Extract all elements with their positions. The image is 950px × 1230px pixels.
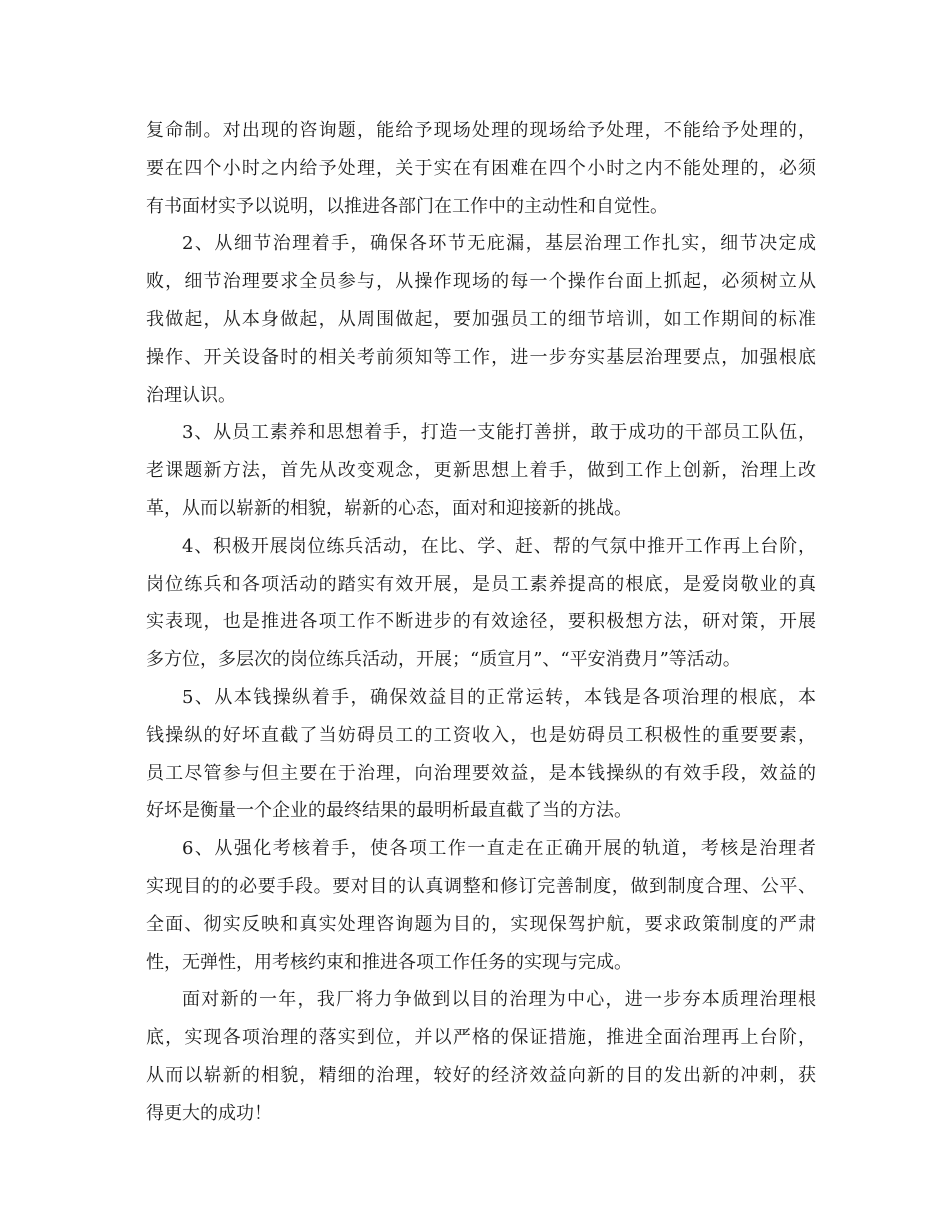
text-line: 有书面材实予以说明，以推进各部门在工作中的主动性和自觉性。 — [146, 195, 668, 217]
text-line: 3、从员工素养和思想着手，打造一支能打善拼，敢于成功的干部员工队伍， — [182, 422, 816, 444]
text-line: 面对新的一年，我厂将力争做到以目的治理为中心，进一步夯本质理治理根 — [182, 989, 816, 1011]
text-line: 钱操纵的好坏直截了当妨碍员工的工资收入，也是妨碍员工积极性的重要要素， — [146, 724, 816, 746]
text-line: 复命制。对出现的咨询题，能给予现场处理的现场给予处理，不能给予处理的， — [146, 120, 816, 141]
text-line: 我做起，从本身做起，从周围做起，要加强员工的细节培训，如工作期间的标准 — [146, 308, 816, 330]
text-line: 6、从强化考核着手，使各项工作一直走在正确开展的轨道，考核是治理者 — [182, 838, 816, 860]
paragraph — [146, 528, 816, 679]
text-line: 操作、开关设备时的相关考前须知等工作，进一步夯实基层治理要点，加强根底 — [146, 346, 816, 368]
document-body — [146, 112, 816, 1133]
text-line: 5、从本钱操纵着手，确保效益目的正常运转，本钱是各项治理的根底，本 — [182, 686, 816, 708]
text-line: 性，无弹性，用考核约束和推进各项工作任务的实现与完成。 — [146, 951, 632, 973]
paragraph — [146, 679, 816, 830]
text-line: 4、积极开展岗位练兵活动，在比、学、赶、帮的气氛中推开工作再上台阶， — [182, 535, 816, 557]
text-line: 实表现，也是推进各项工作不断进步的有效途径，要积极想方法，研对策，开展 — [146, 611, 816, 633]
text-line: 实现目的的必要手段。要对目的认真调整和修订完善制度，做到制度合理、公平、 — [146, 875, 816, 897]
text-line: 岗位练兵和各项活动的踏实有效开展，是员工素养提高的根底，是爱岗敬业的真 — [146, 573, 816, 595]
text-line: 从而以崭新的相貌，精细的治理，较好的经济效益向新的目的发出新的冲刺，获 — [146, 1064, 816, 1086]
paragraph — [146, 830, 816, 981]
paragraph — [146, 112, 816, 225]
paragraph — [146, 414, 816, 527]
text-line: 全面、彻实反映和真实处理咨询题为目的，实现保驾护航，要求政策制度的严肃 — [146, 913, 816, 935]
text-line: 多方位，多层次的岗位练兵活动，开展；“质宣月”、“平安消费月”等活动。 — [146, 649, 741, 671]
text-line: 要在四个小时之内给予处理，关于实在有困难在四个小时之内不能处理的，必须 — [146, 157, 816, 179]
text-line: 老课题新方法，首先从改变观念，更新思想上着手，做到工作上创新，治理上改 — [146, 460, 816, 482]
text-line: 好坏是衡量一个企业的最终结果的最明析最直截了当的方法。 — [146, 800, 632, 822]
text-line: 革，从而以崭新的相貌，崭新的心态，面对和迎接新的挑战。 — [146, 497, 632, 519]
text-line: 员工尽管参与但主要在于治理，向治理要效益，是本钱操纵的有效手段，效益的 — [146, 762, 816, 784]
text-line: 败，细节治理要求全员参与，从操作现场的每一个操作台面上抓起，必须树立从 — [146, 271, 816, 293]
text-line: 治理认识。 — [146, 384, 236, 406]
text-line: 底，实现各项治理的落实到位，并以严格的保证措施，推进全面治理再上台阶， — [146, 1027, 816, 1049]
paragraph — [146, 225, 816, 414]
paragraph — [146, 981, 816, 1132]
text-line: 得更大的成功！ — [146, 1102, 272, 1124]
text-line: 2、从细节治理着手，确保各环节无庇漏，基层治理工作扎实，细节决定成 — [182, 233, 816, 255]
